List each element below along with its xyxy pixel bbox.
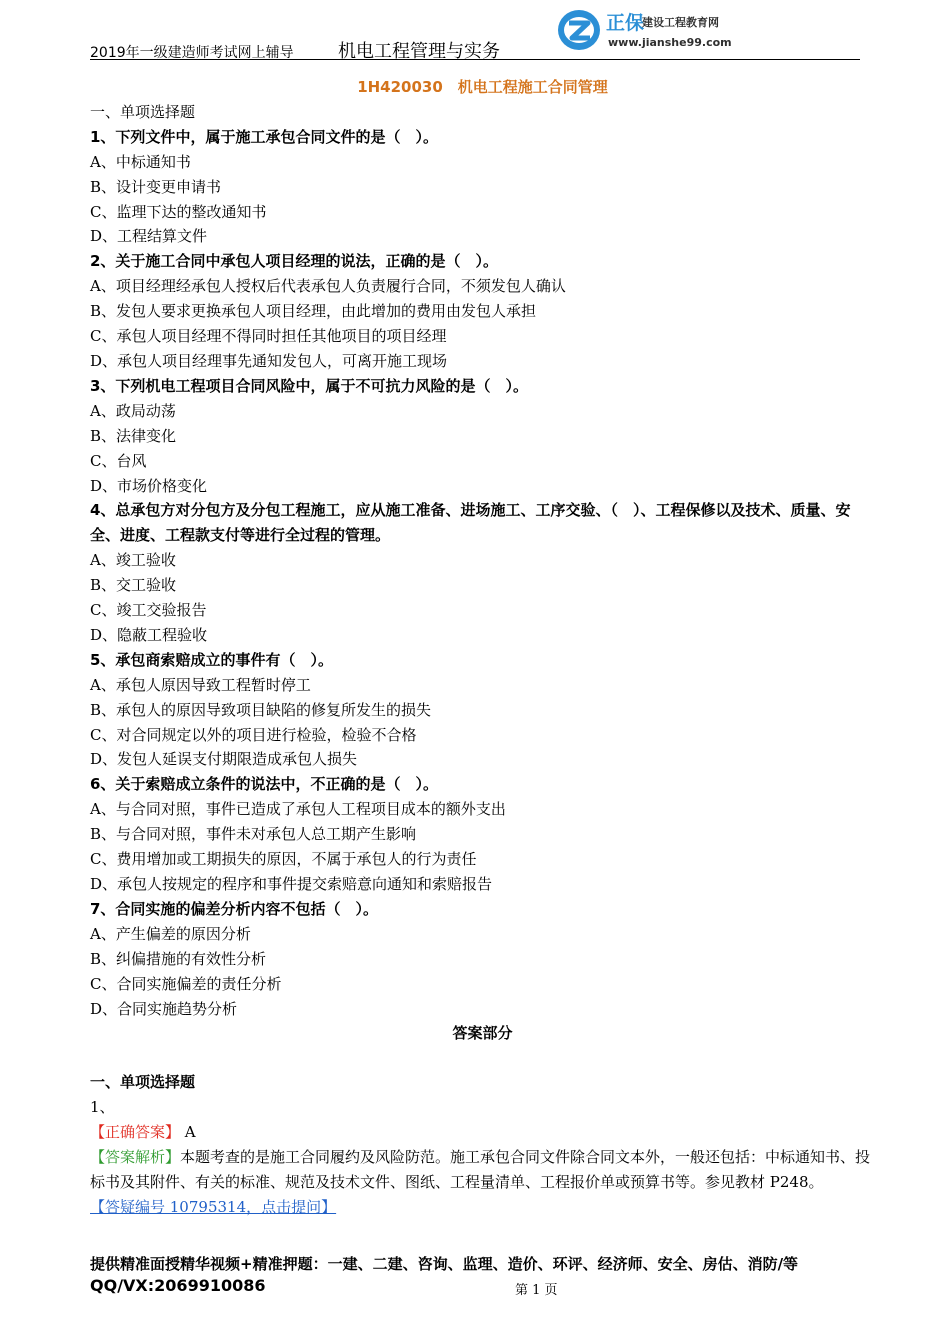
option: B、承包人的原因导致项目缺陷的修复所发生的损失 — [90, 700, 432, 719]
question-6 — [90, 772, 875, 897]
correct-answer — [90, 1120, 875, 1145]
question-5 — [90, 648, 875, 773]
option: A、与合同对照，事件已造成了承包人工程项目成本的额外支出 — [90, 800, 506, 819]
option: B、纠偏措施的有效性分析 — [90, 949, 267, 968]
answers-section-heading: 一、单项选择题 — [90, 1073, 196, 1092]
logo-subtitle: 建设工程教育网 — [642, 16, 719, 29]
question-stem: 2、关于施工合同中承包人项目经理的说法，正确的是（ ）。 — [90, 252, 498, 271]
option: A、竣工验收 — [90, 551, 176, 570]
ask-question-link[interactable]: 【答疑编号 10795314，点击提问】 — [90, 1198, 337, 1217]
analysis-label: 【答案解析】 — [90, 1148, 181, 1167]
analysis-text: 本题考查的是施工合同履约及风险防范。施工承包合同文件除合同文本外，一般还包括：中标通知书、投标书及其附件、有关的标准、规范及技术文件、图纸、工程量清单、工程报价单或预算书等。参见教材 P248。 — [90, 1148, 871, 1192]
logo-url: www.jianshe99.com — [608, 36, 732, 49]
correct-answer-value: A — [180, 1123, 196, 1142]
question-1 — [90, 125, 875, 250]
option: D、合同实施趋势分析 — [90, 999, 238, 1018]
document-body — [90, 75, 875, 1220]
header-subject: 机电工程管理与实务 — [338, 41, 500, 62]
option: D、承包人按规定的程序和事件提交索赔意向通知和索赔报告 — [90, 875, 493, 893]
answer-analysis — [90, 1145, 875, 1195]
option: C、费用增加或工期损失的原因，不属于承包人的行为责任 — [90, 850, 477, 869]
answer-number: 1、 — [90, 1098, 115, 1117]
option: B、交工验收 — [90, 576, 177, 595]
option: A、承包人原因导致工程暂时停工 — [90, 675, 311, 694]
question-2 — [90, 249, 875, 374]
question-link-row — [90, 1195, 875, 1220]
question-7 — [90, 897, 875, 1022]
question-stem: 1、下列文件中，属于施工承包合同文件的是（ ）。 — [90, 127, 438, 146]
option: D、工程结算文件 — [90, 227, 208, 246]
question-3 — [90, 374, 875, 499]
option: D、承包人项目经理事先通知发包人，可离开施工现场 — [90, 351, 448, 370]
correct-answer-label: 【正确答案】 — [90, 1123, 181, 1142]
answers-heading: 答案部分 — [452, 1024, 513, 1043]
option: A、政局动荡 — [90, 401, 176, 420]
option: B、发包人要求更换承包人项目经理，由此增加的费用由发包人承担 — [90, 302, 537, 321]
chapter-title: 1H420030 机电工程施工合同管理 — [357, 78, 608, 96]
option: B、法律变化 — [90, 426, 177, 445]
site-logo[interactable] — [556, 6, 756, 54]
option: C、监理下达的整改通知书 — [90, 202, 267, 221]
footer-promo: 提供精准面授精华视频+精准押题：一建、二建、咨询、监理、造价、环评、经济师、安全、房估、消防/等 — [90, 1255, 799, 1273]
jianshe-logo-icon — [556, 8, 602, 52]
question-stem: 6、关于索赔成立条件的说法中，不正确的是（ ）。 — [90, 775, 438, 794]
option: B、设计变更申请书 — [90, 177, 222, 196]
option: B、与合同对照，事件未对承包人总工期产生影响 — [90, 825, 417, 844]
page-footer — [90, 1252, 870, 1298]
option: C、台风 — [90, 451, 147, 470]
section-heading: 一、单项选择题 — [90, 102, 196, 121]
logo-brand: 正保 — [606, 12, 645, 34]
option: D、隐蔽工程验收 — [90, 625, 208, 644]
question-stem: 4、总承包方对分包方及分包工程施工，应从施工准备、进场施工、工序交验、（ ）、工程保修以及技术、质量、安全、进度、工程款支付等进行全过程的管理。 — [90, 501, 851, 545]
option: C、对合同规定以外的项目进行检验，检验不合格 — [90, 725, 417, 744]
option: C、承包人项目经理不得同时担任其他项目的项目经理 — [90, 327, 447, 346]
option: D、市场价格变化 — [90, 476, 208, 495]
question-stem: 5、承包商索赔成立的事件有（ ）。 — [90, 650, 333, 669]
question-stem: 7、合同实施的偏差分析内容不包括（ ）。 — [90, 899, 378, 918]
page-number: 第 1 页 — [515, 1283, 558, 1298]
option: A、中标通知书 — [90, 152, 191, 171]
header-course: 2019年一级建造师考试网上辅导 — [90, 45, 294, 61]
question-4 — [90, 498, 875, 647]
option: A、项目经理经承包人授权后代表承包人负责履行合同，不须发包人确认 — [90, 277, 566, 296]
option: C、竣工交验报告 — [90, 601, 207, 620]
question-stem: 3、下列机电工程项目合同风险中，属于不可抗力风险的是（ ）。 — [90, 376, 528, 395]
footer-contact: QQ/VX:2069910086 — [90, 1276, 266, 1295]
page-header — [90, 6, 860, 60]
spacer — [90, 1046, 875, 1070]
option: D、发包人延误支付期限造成承包人损失 — [90, 750, 358, 769]
option: C、合同实施偏差的责任分析 — [90, 974, 282, 993]
header-rule — [90, 59, 860, 60]
option: A、产生偏差的原因分析 — [90, 924, 251, 943]
